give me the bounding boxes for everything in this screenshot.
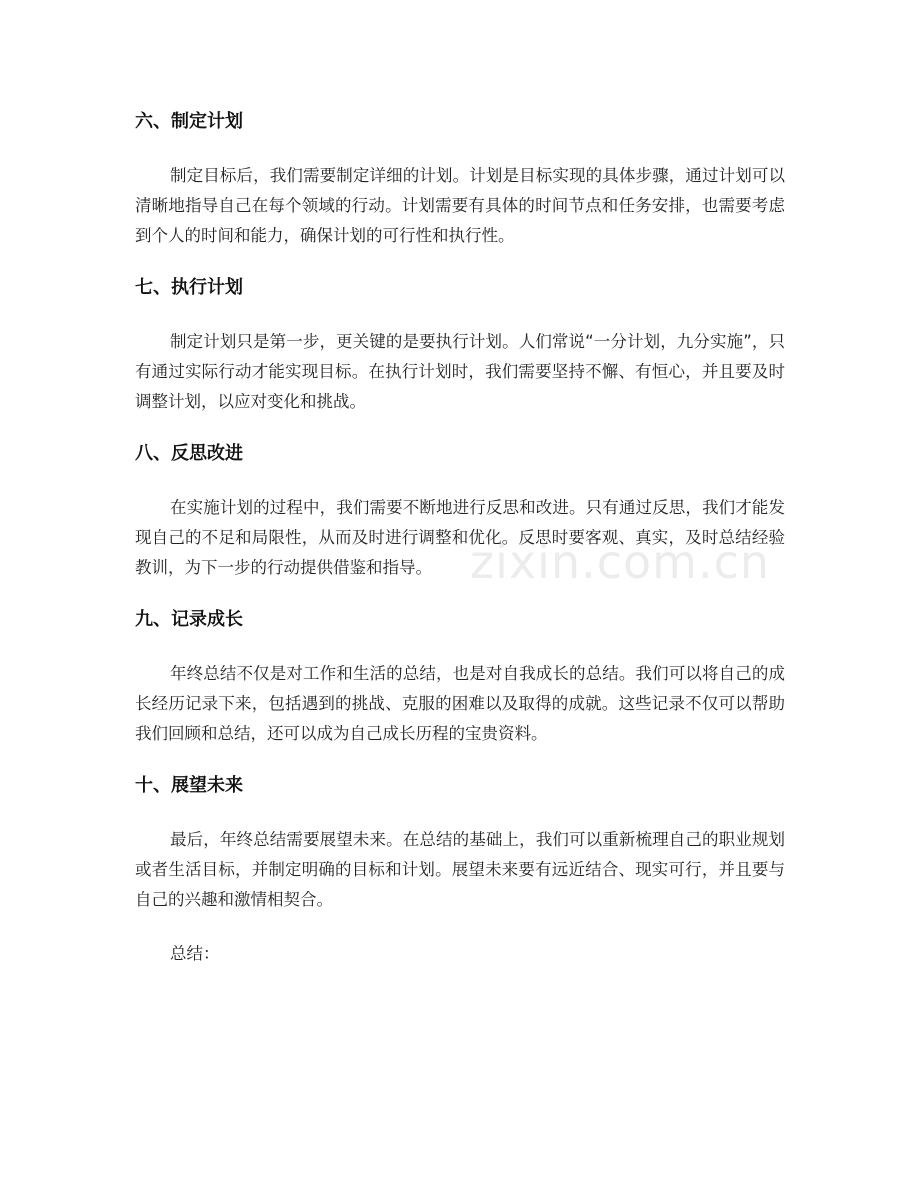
section-heading-9: 九、记录成长 [135,609,243,630]
section-body-10: 最后，年终总结需要展望未来。在总结的基础上，我们可以重新梳理自己的职业规划或者生活目标，并制定明确的目标和计划。展望未来要有远近结合、现实可行，并且要与自己的兴趣和激情相契合。 [135,830,785,909]
section-body-9: 年终总结不仅是对工作和生活的总结，也是对自我成长的总结。我们可以将自己的成长经历记录下来，包括遇到的挑战、克服的困难以及取得的成就。这些记录不仅可以帮助我们回顾和总结，还可以成为自己成长历程的宝贵资料。 [135,664,785,743]
section-heading-8: 八、反思改进 [135,443,243,464]
section-heading-6: 六、制定计划 [135,111,243,132]
document-content [135,105,785,969]
section-body-8: 在实施计划的过程中，我们需要不断地进行反思和改进。只有通过反思，我们才能发现自己的不足和局限性，从而及时进行调整和优化。反思时要客观、真实，及时总结经验教训，为下一步的行动提供借鉴和指导。 [135,498,785,577]
section-heading-7: 七、执行计划 [135,277,243,298]
section-heading-10: 十、展望未来 [135,775,243,796]
section-body-6: 制定目标后，我们需要制定详细的计划。计划是目标实现的具体步骤，通过计划可以清晰地指导自己在每个领域的行动。计划需要有具体的时间节点和任务安排，也需要考虑到个人的时间和能力，确保计划的可行性和执行性。 [135,166,785,245]
watermark: zixin.com.cn [470,535,771,589]
summary-label: 总结： [170,944,220,963]
section-body-7: 制定计划只是第一步，更关键的是要执行计划。人们常说“一分计划，九分实施”，只有通过实际行动才能实现目标。在执行计划时，我们需要坚持不懈、有恒心，并且要及时调整计划，以应对变化和挑战。 [135,332,785,411]
